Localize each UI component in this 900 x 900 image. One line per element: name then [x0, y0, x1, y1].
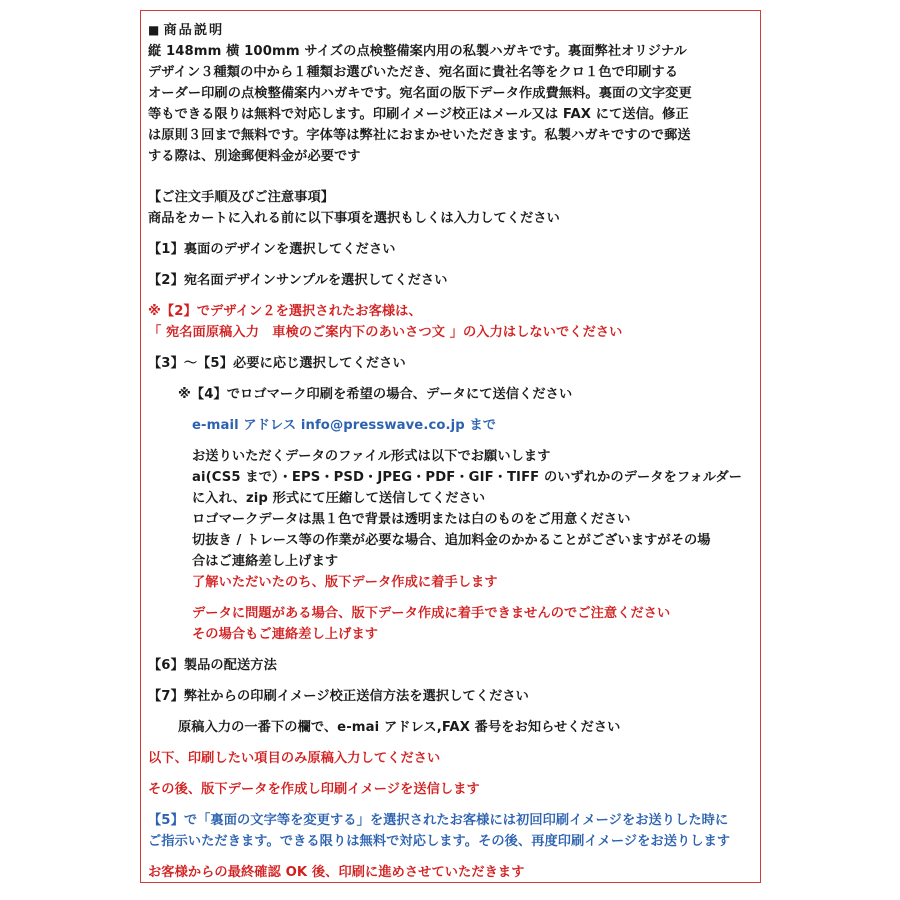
order-intro: 商品をカートに入れる前に以下事項を選択もしくは入力してください: [148, 211, 560, 226]
red-notice-problem: データに問題がある場合、版下データ作成に着手できませんのでご注意ください: [192, 606, 671, 621]
format-line: お送りいただくデータのファイル形式は以下でお願いします: [192, 449, 551, 464]
format-line: ロゴマークデータは黒１色で背景は透明または白のものをご用意ください: [192, 512, 631, 527]
red-notice-contact: その場合もご連絡差し上げます: [192, 627, 379, 642]
product-line: 等もできる限りは無料で対応します。印刷イメージ校正はメール又は FAX にて送信。修正: [148, 107, 689, 122]
note-step-4: ※【4】でロゴマーク印刷を希望の場合、データにて送信ください: [178, 387, 573, 402]
format-line: に入れ、zip 形式にて圧縮して送信してください: [192, 491, 486, 506]
step-2: 【2】宛名面デザインサンプルを選択してください: [148, 273, 448, 288]
step-3-5: 【3】～【5】必要に応じ選択してください: [148, 356, 406, 371]
red-final-notice: お客様からの最終確認 OK 後、印刷に進めさせていただきます: [148, 865, 525, 880]
red-notice-start: 了解いただいたのち、版下データ作成に着手します: [192, 575, 498, 590]
product-line: デザイン３種類の中から１種類お選びいただき、宛名面に貴社名等をクロ１色で印刷する: [148, 65, 679, 80]
step-6: 【6】製品の配送方法: [148, 658, 277, 673]
product-line: は原則３回まで無料です。字体等は弊社におまかせいただきます。私製ハガキですので郵送: [148, 128, 691, 143]
blue-step-5-note-line-2: ご指示いただきます。できる限りは無料で対応します。その後、再度印刷イメージをお送りします: [148, 834, 731, 849]
note-step-2-line-2: 「 宛名面原稿入力 車検のご案内下のあいさつ文 」の入力はしないでください: [148, 325, 623, 340]
format-line: ai(CS5 まで）・EPS・PSD・JPEG・PDF・GIF・TIFF のいずれかのデータをフォルダー: [192, 470, 743, 485]
step-1: 【1】裏面のデザインを選択してください: [148, 242, 396, 257]
product-description-text: [148, 20, 758, 883]
product-heading: ■ 商品説明: [148, 23, 225, 38]
square-bullet-icon: ■: [148, 23, 160, 37]
red-input-notice: 以下、印刷したい項目のみ原稿入力してください: [148, 751, 441, 766]
order-heading: 【ご注文手順及びご注意事項】: [148, 190, 335, 205]
step-7-note: 原稿入力の一番下の欄で、e-mai アドレス,FAX 番号をお知らせください: [178, 720, 621, 735]
blue-step-5-note-line-1: 【5】で「裏面の文字等を変更する」を選択されたお客様には初回印刷イメージをお送りした時に: [148, 813, 729, 828]
format-line: 合はご連絡差し上げます: [192, 554, 339, 569]
red-send-notice: その後、版下データを作成し印刷イメージを送信します: [148, 782, 480, 797]
note-step-2-line-1: ※【2】でデザイン２を選択されたお客様は、: [148, 304, 422, 319]
step-7: 【7】弊社からの印刷イメージ校正送信方法を選択してください: [148, 689, 529, 704]
email-address: e-mail アドレス info@presswave.co.jp まで: [192, 418, 497, 433]
product-line: 縦 148mm 横 100mm サイズの点検整備案内用の私製ハガキです。裏面弊社オリジナル: [148, 44, 687, 59]
product-line: する際は、別途郵便料金が必要です: [148, 149, 361, 164]
format-line: 切抜き / トレース等の作業が必要な場合、追加料金のかかることがございますがその場: [192, 533, 711, 548]
product-line: オーダー印刷の点検整備案内ハガキです。宛名面の版下データ作成費無料。裏面の文字変更: [148, 86, 692, 101]
